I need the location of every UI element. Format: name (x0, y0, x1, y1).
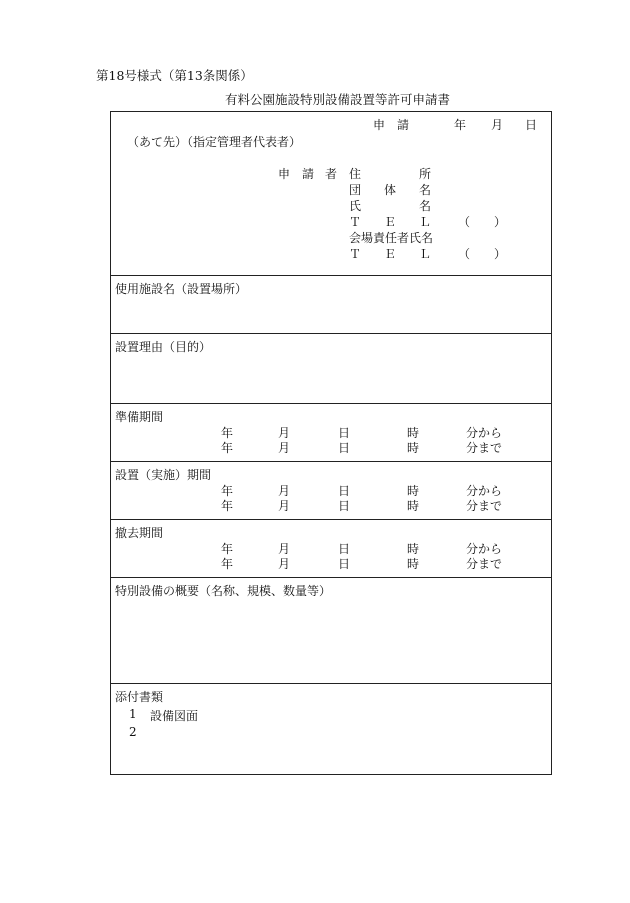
install-period-label: 設置（実施）期間 (115, 468, 212, 482)
venue-manager-label: 会場責任者氏名 (349, 231, 434, 245)
divider (111, 519, 551, 520)
addressee: （あて先）（指定管理者代表者） (127, 135, 302, 149)
divider (111, 461, 551, 462)
divider (111, 577, 551, 578)
removal-period-label: 撤去期間 (115, 526, 164, 540)
facility-name-label: 使用施設名（設置場所） (115, 282, 248, 296)
divider (111, 683, 551, 684)
equipment-overview-label: 特別設備の概要（名称、規模、数量等） (115, 584, 332, 598)
divider (111, 333, 551, 334)
divider (111, 403, 551, 404)
reason-label: 設置理由（目的） (115, 340, 212, 354)
tel-parens: （ ） (458, 215, 507, 229)
divider (111, 275, 551, 276)
attachments-label: 添付書類 (115, 690, 164, 704)
prep-period-label: 準備期間 (115, 410, 164, 424)
form-number: 第18号様式（第13条関係） (96, 68, 253, 83)
form-title: 有料公園施設特別設備設置等許可申請書 (225, 92, 451, 107)
tel-parens: （ ） (458, 247, 507, 261)
